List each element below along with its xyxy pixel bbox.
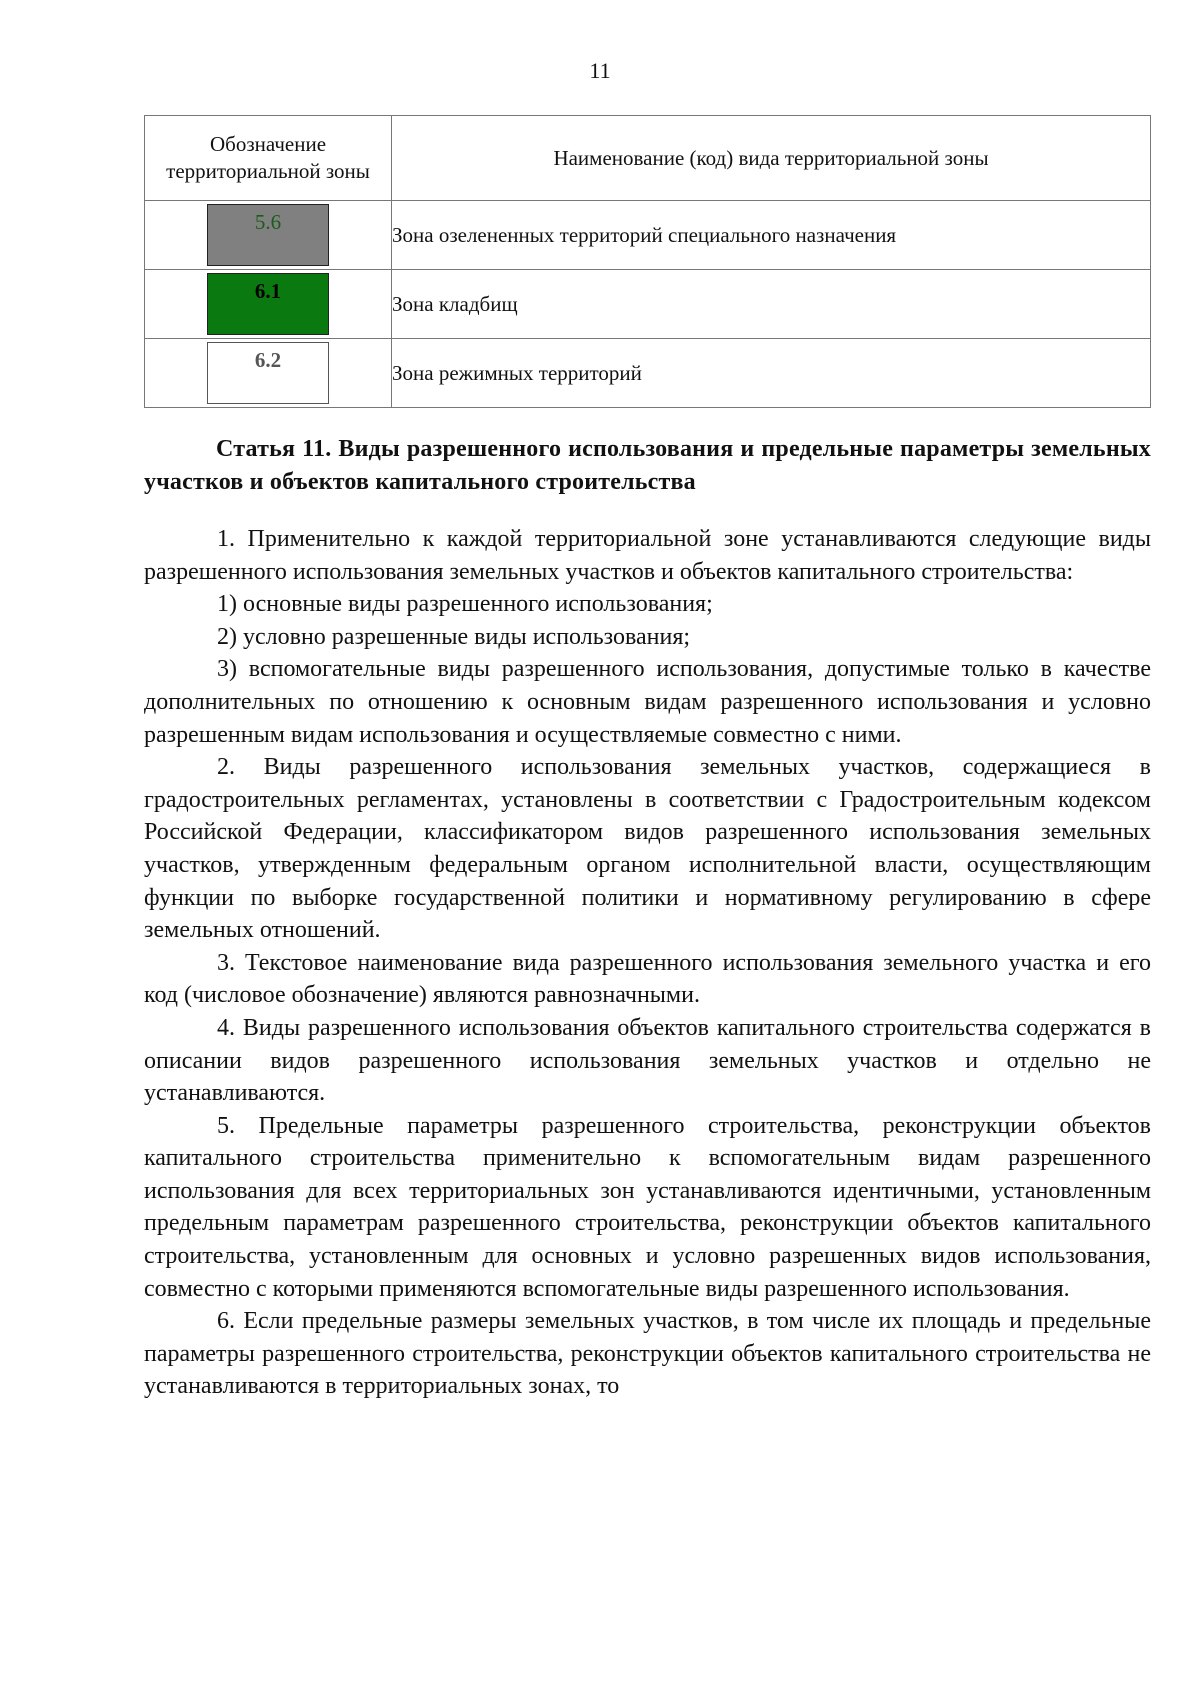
paragraph: 5. Предельные параметры разрешенного строительства, реконструкции объектов капитального строительства применительно к вспомогательным видам разрешенного использования для всех территориальных зон устанавливаются идентичными, установленным предельным параметрам разрешенного строительства, реконструкции объектов капитального строительства, установленным для основных и условно разрешенных видов использования, совместно с которыми применяются вспомогательные виды разрешенного использования. bbox=[144, 1112, 1151, 1302]
table-row bbox=[145, 270, 1151, 339]
article-title: Статья 11. Виды разрешенного использования и предельные параметры земельных участков и объектов капитального строительства bbox=[144, 436, 1151, 495]
paragraph: 4. Виды разрешенного использования объектов капитального строительства содержатся в описании видов разрешенного использования земельных участков и отдельно не устанавливаются. bbox=[144, 1014, 1151, 1107]
paragraph: 1. Применительно к каждой территориальной зоне устанавливаются следующие виды разрешенного использования земельных участков и объектов капитального строительства: bbox=[144, 526, 1151, 585]
table-row bbox=[145, 339, 1151, 408]
paragraph: 1) основные виды разрешенного использования; bbox=[217, 591, 713, 618]
zones-table bbox=[144, 115, 1151, 408]
zone-code-cell bbox=[145, 270, 392, 339]
zone-swatch-6-2: 6.2 bbox=[207, 342, 329, 404]
header-zone-name: Наименование (код) вида территориальной зоны bbox=[392, 116, 1151, 201]
table-row bbox=[145, 201, 1151, 270]
zone-name-cell: Зона кладбищ bbox=[392, 270, 1151, 339]
header-zone-code: Обозначение территориальной зоны bbox=[145, 116, 392, 201]
zone-name-cell: Зона озелененных территорий специального назначения bbox=[392, 201, 1151, 270]
table-header-row bbox=[145, 116, 1151, 201]
paragraph: 6. Если предельные размеры земельных участков, в том числе их площадь и предельные параметры разрешенного строительства, реконструкции объектов капитального строительства не устанавливаются в территориальных зонах, то bbox=[144, 1308, 1151, 1400]
article-body bbox=[144, 523, 1151, 1403]
zone-code-cell bbox=[145, 339, 392, 408]
page-number: 11 bbox=[589, 58, 611, 83]
zone-name-cell: Зона режимных территорий bbox=[392, 339, 1151, 408]
zone-swatch-5-6: 5.6 bbox=[207, 204, 329, 266]
paragraph: 2) условно разрешенные виды использования; bbox=[217, 623, 691, 650]
zone-swatch-6-1: 6.1 bbox=[207, 273, 329, 335]
paragraph: 3. Текстовое наименование вида разрешенного использования земельного участка и его код (числовое обозначение) являются равнозначными. bbox=[144, 949, 1151, 1009]
paragraph: 3) вспомогательные виды разрешенного использования, допустимые только в качестве дополнительных по отношению к основным видам разрешенного использования и условно разрешенным видам использования и осуществляемые совместно с ними. bbox=[144, 656, 1151, 748]
paragraph: 2. Виды разрешенного использования земельных участков, содержащиеся в градостроительных регламентах, установлены в соответствии с Градостроительным кодексом Российской Федерации, классификатором видов разрешенного использования земельных участков, утвержденным федеральным органом исполнительной власти, осуществляющим функции по выборке государственной политики и нормативному регулированию в сфере земельных отношений. bbox=[144, 754, 1151, 944]
zone-code-cell bbox=[145, 201, 392, 270]
